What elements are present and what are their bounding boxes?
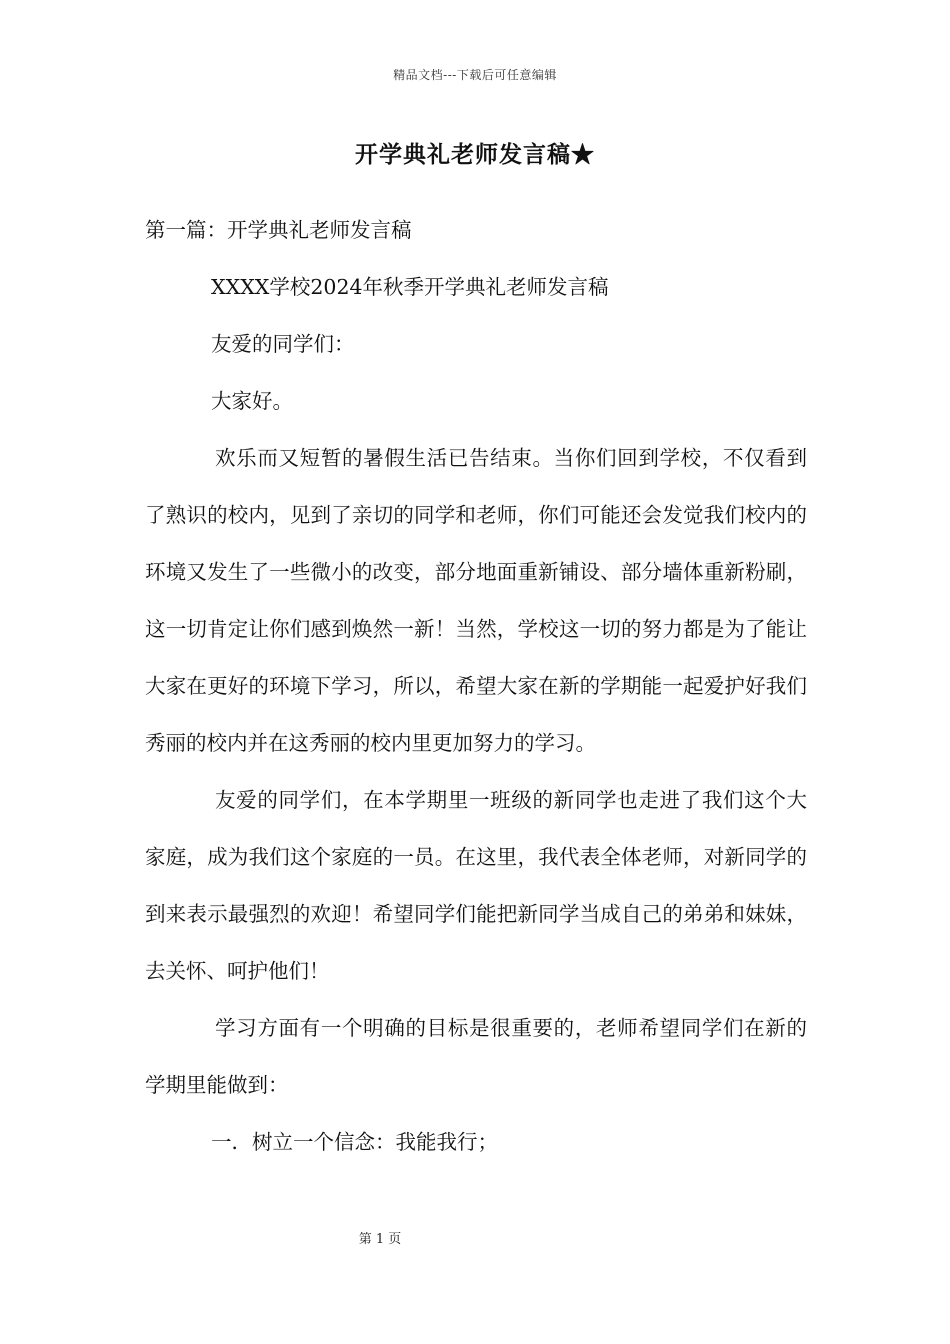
page-header-watermark: 精品文档---下载后可任意编辑 xyxy=(393,68,557,82)
page-number: 第 1 页 xyxy=(358,1232,402,1247)
document-body xyxy=(145,202,807,1171)
list-item-1: 一．树立一个信念：我能我行； xyxy=(211,1130,498,1154)
document-title: 开学典礼老师发言稿★ xyxy=(355,141,595,168)
paragraph-3: 学习方面有一个明确的目标是很重要的，老师希望同学们在新的学期里能做到： xyxy=(145,1016,807,1097)
hello-line: 大家好。 xyxy=(211,389,293,413)
speech-subtitle: XXXX学校2024年秋季开学典礼老师发言稿 xyxy=(211,275,609,299)
greeting-line: 友爱的同学们： xyxy=(211,332,355,356)
paragraph-1: 欢乐而又短暂的暑假生活已告结束。当你们回到学校，不仅看到了熟识的校内，见到了亲切的同学和老师，你们可能还会发觉我们校内的环境又发生了一些微小的改变，部分地面重新铺设、部分墙体重新粉刷，这一切肯定让你们感到焕然一新！当然，学校这一切的努力都是为了能让大家在更好的环境下学习，所以，希望大家在新的学期能一起爱护好我们秀丽的校内并在这秀丽的校内里更加努力的学习。 xyxy=(145,446,807,755)
section-heading: 第一篇：开学典礼老师发言稿 xyxy=(145,218,412,242)
paragraph-2: 友爱的同学们，在本学期里一班级的新同学也走进了我们这个大家庭，成为我们这个家庭的一员。在这里，我代表全体老师，对新同学的到来表示最强烈的欢迎！希望同学们能把新同学当成自己的弟弟和妹妹，去关怀、呵护他们！ xyxy=(145,788,807,983)
